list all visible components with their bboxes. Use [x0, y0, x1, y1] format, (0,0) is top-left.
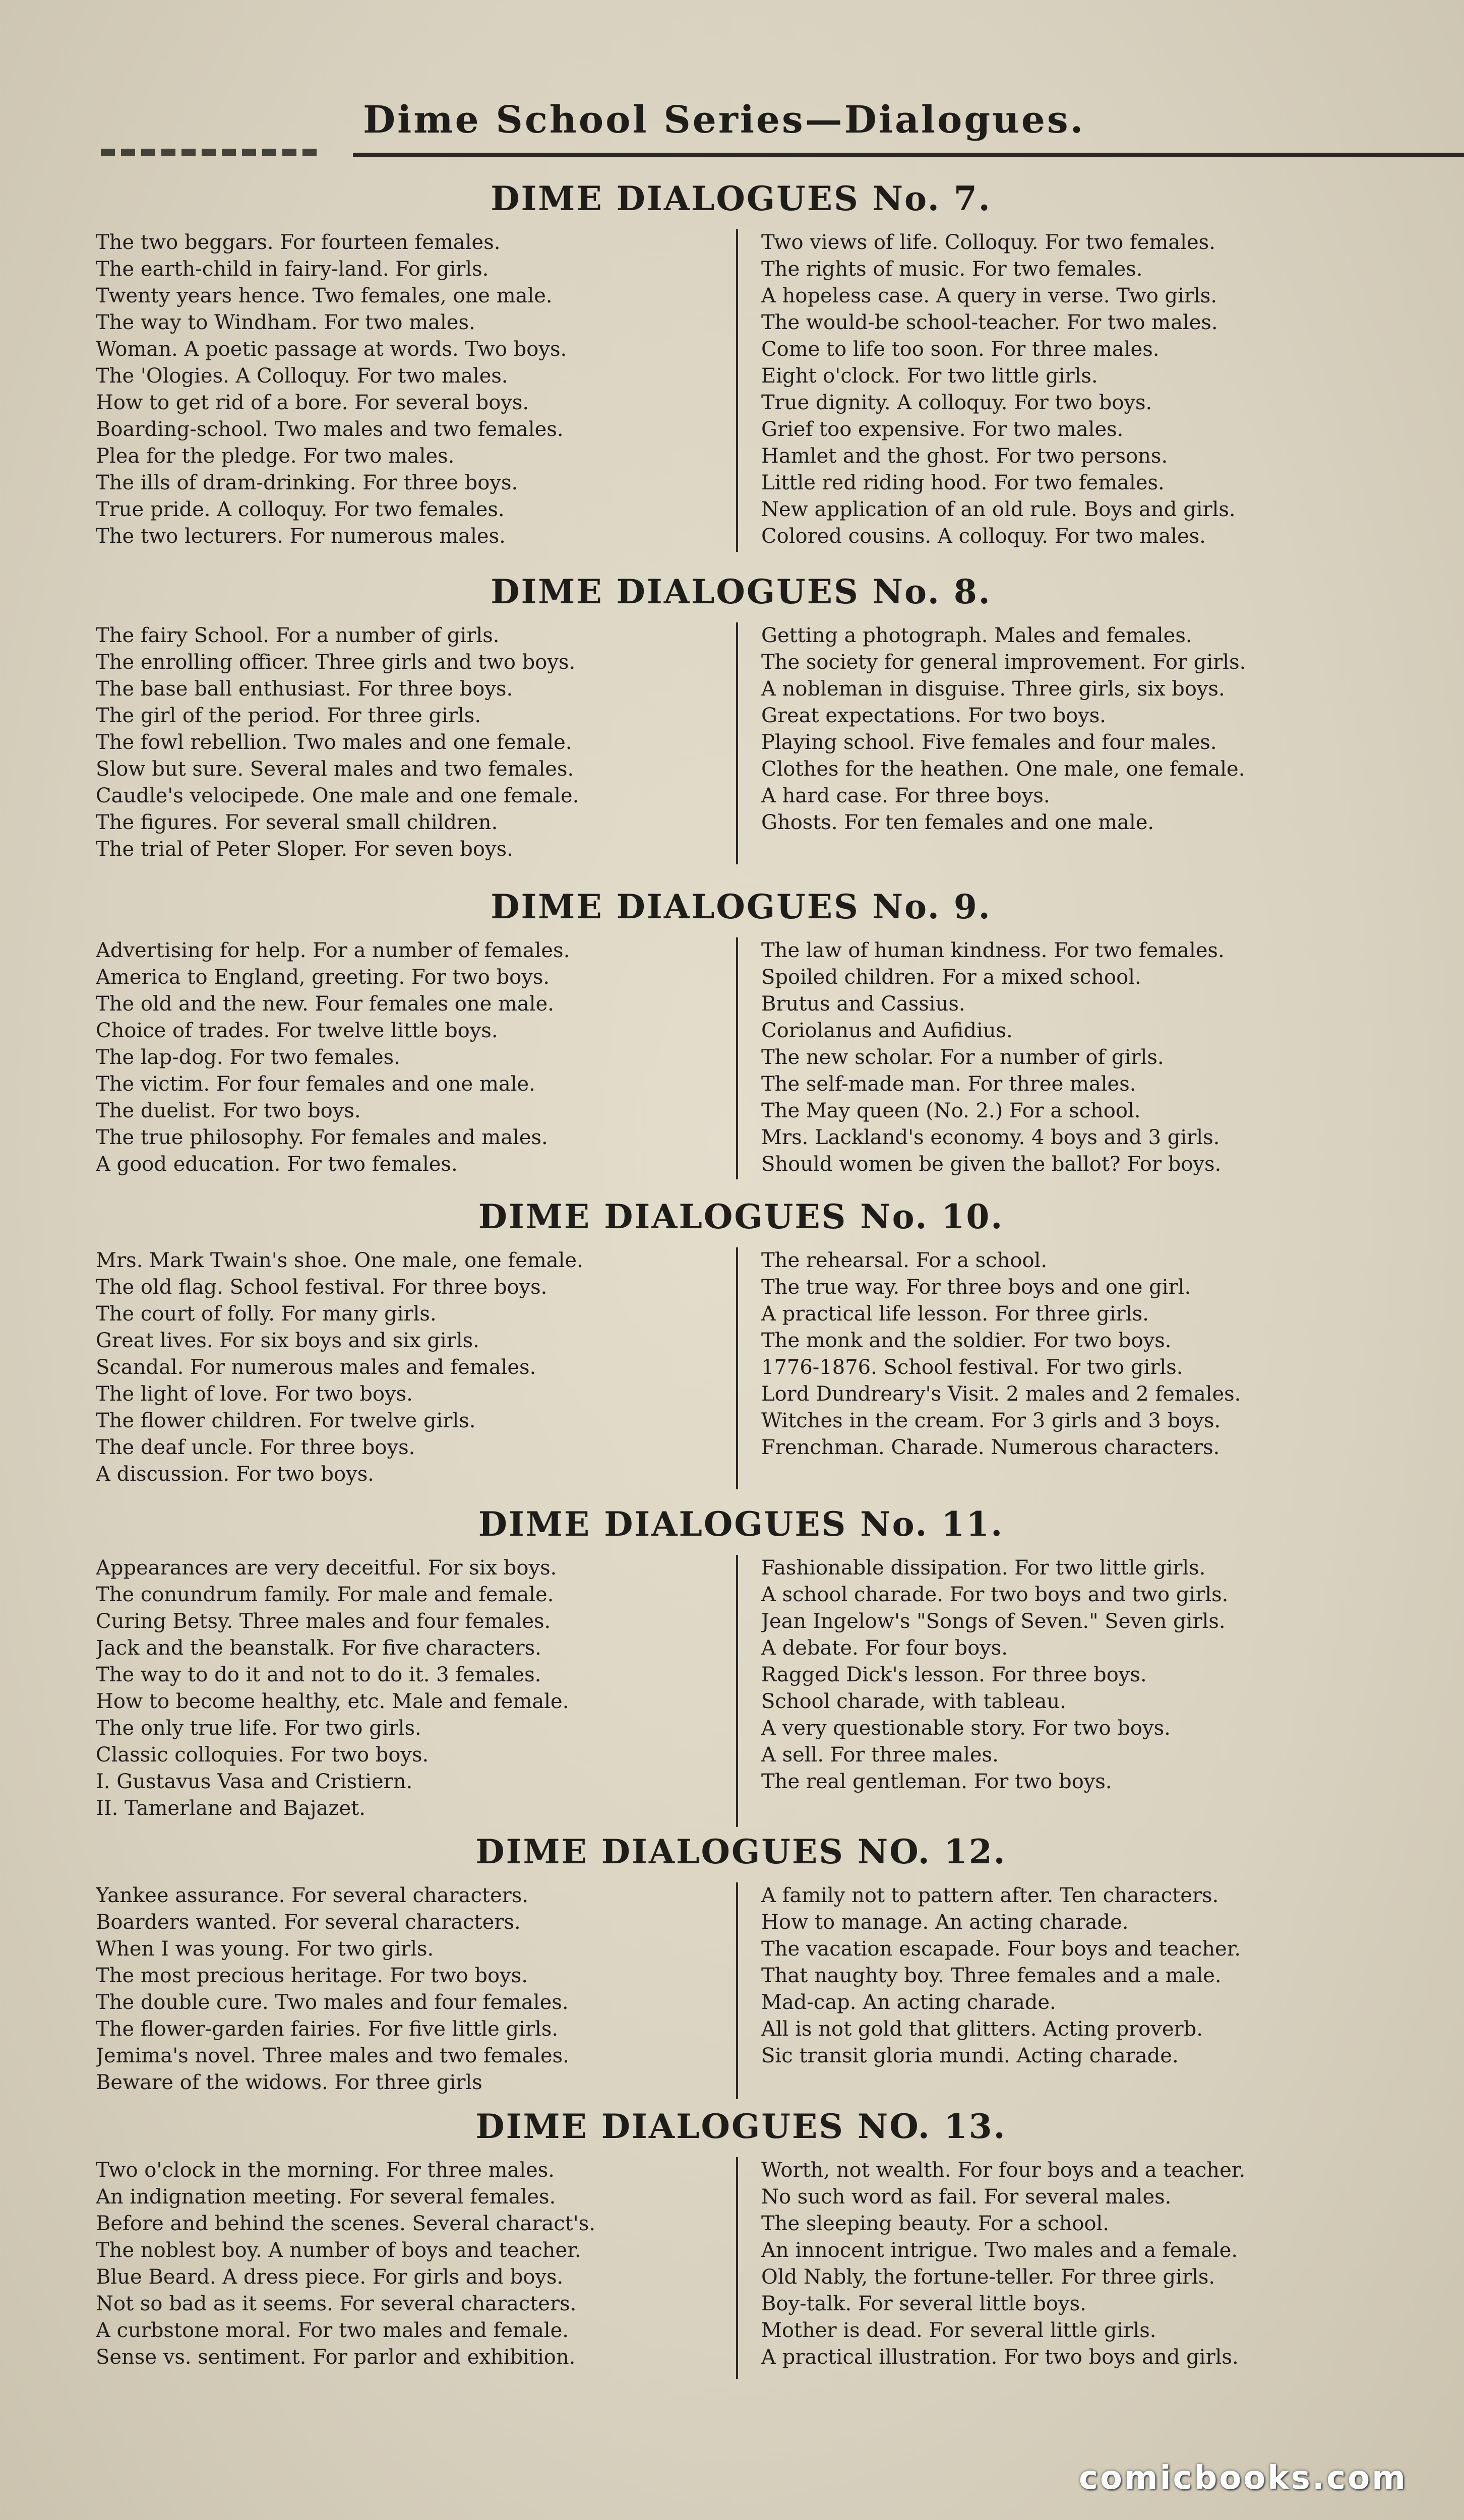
column-divider: [736, 229, 738, 552]
dialogue-entry: A sell. For three males.: [761, 1743, 999, 1767]
dialogue-entry: Jack and the beanstalk. For five characters.: [96, 1636, 541, 1660]
dialogue-entry: Boarders wanted. For several characters.: [96, 1911, 521, 1934]
dialogue-entry: Colored cousins. A colloquy. For two males.: [761, 525, 1206, 548]
dialogue-entry: New application of an old rule. Boys and girls.: [761, 498, 1236, 521]
dialogue-entry: Should women be given the ballot? For boys.: [761, 1153, 1222, 1176]
dialogue-entry: Woman. A poetic passage at words. Two boys.: [96, 338, 567, 361]
right-column: [761, 622, 1386, 836]
dialogue-entry: A school charade. For two boys and two girls.: [761, 1583, 1229, 1606]
dialogue-entry: All is not gold that glitters. Acting proverb.: [761, 2018, 1203, 2041]
dialogue-entry: Slow but sure. Several males and two females.: [96, 758, 574, 781]
dialogue-entry: A discussion. For two boys.: [96, 1463, 374, 1486]
dialogue-entry: A practical illustration. For two boys and girls.: [761, 2346, 1239, 2369]
dialogue-entry: The rights of music. For two females.: [761, 258, 1143, 281]
dialogue-entry: Appearances are very deceitful. For six boys.: [96, 1556, 557, 1580]
dialogue-entry: The real gentleman. For two boys.: [761, 1770, 1112, 1793]
dialogue-entry: The noblest boy. A number of boys and teacher.: [96, 2239, 581, 2262]
dialogue-entry: The lap-dog. For two females.: [96, 1046, 400, 1069]
dialogue-entry: Sic transit gloria mundi. Acting charade.: [761, 2044, 1179, 2067]
dialogue-entry: Clothes for the heathen. One male, one female.: [761, 758, 1245, 781]
dialogue-entry: Great expectations. For two boys.: [761, 704, 1107, 727]
dialogue-entry: Beware of the widows. For three girls: [96, 2071, 482, 2094]
dialogue-entry: Coriolanus and Aufidius.: [761, 1019, 1013, 1042]
dialogue-entry: The May queen (No. 2.) For a school.: [761, 1099, 1141, 1122]
dialogue-entry: The trial of Peter Sloper. For seven boys.: [96, 838, 513, 861]
dialogue-entry: Mrs. Lackland's economy. 4 boys and 3 girls.: [761, 1126, 1220, 1149]
dialogue-entry: The most precious heritage. For two boys.: [96, 1964, 528, 1987]
dialogue-entry: The court of folly. For many girls.: [96, 1302, 437, 1326]
section-title: DIME DIALOGUES No. 11.: [478, 1504, 1004, 1544]
dialogue-entry: That naughty boy. Three females and a male.: [761, 1964, 1222, 1987]
dialogue-entry: Ghosts. For ten females and one male.: [761, 811, 1154, 834]
dialogue-entry: The new scholar. For a number of girls.: [761, 1046, 1164, 1069]
header-rule: [353, 153, 1464, 157]
dialogue-entry: Mother is dead. For several little girls.: [761, 2319, 1156, 2342]
dialogue-entry: Worth, not wealth. For four boys and a teacher.: [761, 2159, 1246, 2182]
page-header: [101, 98, 1391, 159]
dialogue-entry: The girl of the period. For three girls.: [96, 704, 481, 727]
dialogue-entry: The law of human kindness. For two females.: [761, 939, 1225, 962]
dialogue-entry: True pride. A colloquy. For two females.: [96, 498, 505, 521]
dialogue-entry: Great lives. For six boys and six girls.: [96, 1329, 479, 1352]
section-title: DIME DIALOGUES NO. 13.: [475, 2107, 1007, 2146]
dialogue-entry: Little red riding hood. For two females.: [761, 471, 1165, 494]
dialogue-entry: Come to life too soon. For three males.: [761, 338, 1160, 361]
dialogue-entry: Blue Beard. A dress piece. For girls and boys.: [96, 2265, 564, 2289]
dialogue-entry: A family not to pattern after. Ten characters.: [761, 1884, 1219, 1907]
dialogue-entry: Yankee assurance. For several characters.: [96, 1884, 529, 1907]
dialogue-entry: A good education. For two females.: [96, 1153, 458, 1176]
right-column: [761, 1882, 1386, 2069]
dialogue-entry: Frenchman. Charade. Numerous characters.: [761, 1436, 1220, 1459]
dialogue-entry: A very questionable story. For two boys.: [761, 1717, 1171, 1740]
section-title: DIME DIALOGUES No. 7.: [491, 179, 992, 218]
right-column: [761, 1555, 1386, 1795]
right-column: [761, 229, 1386, 550]
dialogue-entry: The true philosophy. For females and males.: [96, 1126, 548, 1149]
dialogue-entry: Jemima's novel. Three males and two females.: [96, 2044, 569, 2067]
dialogue-entry: The flower-garden fairies. For five little girls.: [96, 2018, 559, 2041]
right-column: [761, 937, 1386, 1178]
dialogue-entry: Boy-talk. For several little boys.: [761, 2292, 1086, 2315]
dialogue-entry: The base ball enthusiast. For three boys.: [96, 677, 513, 701]
left-column: [96, 622, 713, 863]
dialogue-entry: True dignity. A colloquy. For two boys.: [761, 391, 1152, 414]
dialogue-entry: The fowl rebellion. Two males and one female.: [96, 731, 572, 754]
dialogue-entry: Eight o'clock. For two little girls.: [761, 364, 1098, 388]
dialogue-entry: Twenty years hence. Two females, one male.: [96, 284, 553, 307]
section-title: DIME DIALOGUES No. 9.: [491, 887, 992, 926]
dialogue-entry: An indignation meeting. For several females.: [96, 2185, 556, 2209]
dialogue-entry: The 'Ologies. A Colloquy. For two males.: [96, 364, 508, 388]
section-title: DIME DIALOGUES No. 8.: [491, 572, 992, 611]
dialogue-entry: The deaf uncle. For three boys.: [96, 1436, 415, 1459]
dialogue-entry: The flower children. For twelve girls.: [96, 1409, 476, 1432]
dialogue-entry: The sleeping beauty. For a school.: [761, 2212, 1110, 2235]
dialogue-entry: Grief too expensive. For two males.: [761, 418, 1124, 441]
dialogue-entry: The rehearsal. For a school.: [761, 1249, 1048, 1272]
dialogue-entry: I. Gustavus Vasa and Cristiern.: [96, 1770, 413, 1793]
dialogue-entry: How to get rid of a bore. For several boys.: [96, 391, 529, 414]
dialogue-entry: Choice of trades. For twelve little boys.: [96, 1019, 498, 1042]
left-column: [96, 1555, 713, 1822]
right-column: [761, 1247, 1386, 1461]
left-column: [96, 1882, 713, 2096]
dialogue-entry: A hard case. For three boys.: [761, 784, 1050, 807]
dialogue-entry: Boarding-school. Two males and two females.: [96, 418, 564, 441]
dialogue-entry: Classic colloquies. For two boys.: [96, 1743, 429, 1767]
dialogue-entry: The light of love. For two boys.: [96, 1382, 413, 1406]
dialogue-entry: Lord Dundreary's Visit. 2 males and 2 females.: [761, 1382, 1241, 1406]
dialogue-entry: A practical life lesson. For three girls.: [761, 1302, 1149, 1326]
dialogue-entry: Getting a photograph. Males and females.: [761, 624, 1192, 647]
dialogue-entry: When I was young. For two girls.: [96, 1937, 434, 1961]
dialogue-entry: The old and the new. Four females one male.: [96, 992, 554, 1016]
right-column: [761, 2157, 1386, 2371]
dialogue-entry: The way to Windham. For two males.: [96, 311, 475, 334]
left-column: [96, 937, 713, 1178]
dialogue-entry: Mad-cap. An acting charade.: [761, 1991, 1056, 2014]
dialogue-entry: A hopeless case. A query in verse. Two girls.: [761, 284, 1217, 307]
column-divider: [736, 1555, 738, 1827]
left-column: [96, 1247, 713, 1488]
dialogue-entry: Curing Betsy. Three males and four females.: [96, 1610, 551, 1633]
dialogue-entry: Jean Ingelow's "Songs of Seven." Seven girls.: [761, 1610, 1226, 1633]
column-divider: [736, 1247, 738, 1489]
dialogue-entry: 1776-1876. School festival. For two girls.: [761, 1356, 1183, 1379]
dialogue-entry: Not so bad as it seems. For several characters.: [96, 2292, 577, 2315]
dialogue-entry: The figures. For several small children.: [96, 811, 498, 834]
dialogue-entry: Witches in the cream. For 3 girls and 3 boys.: [761, 1409, 1221, 1432]
column-divider: [736, 622, 738, 864]
dialogue-entry: How to become healthy, etc. Male and female.: [96, 1690, 569, 1713]
dialogue-entry: The two lecturers. For numerous males.: [96, 525, 506, 548]
left-column: [96, 2157, 713, 2371]
dialogue-entry: The duelist. For two boys.: [96, 1099, 361, 1122]
dialogue-entry: The double cure. Two males and four females.: [96, 1991, 569, 2014]
column-divider: [736, 2157, 738, 2379]
dialogue-entry: Brutus and Cassius.: [761, 992, 965, 1016]
dialogue-entry: Caudle's velocipede. One male and one female.: [96, 784, 579, 807]
dialogue-entry: An innocent intrigue. Two males and a female.: [761, 2239, 1238, 2262]
column-divider: [736, 937, 738, 1179]
dialogue-entry: The conundrum family. For male and female.: [96, 1583, 554, 1606]
dialogue-entry: The would-be school-teacher. For two males.: [761, 311, 1218, 334]
dialogue-entry: Advertising for help. For a number of females.: [96, 939, 570, 962]
dialogue-entry: A debate. For four boys.: [761, 1636, 1008, 1660]
dialogue-entry: Old Nably, the fortune-teller. For three girls.: [761, 2265, 1215, 2289]
ornament-rule: [101, 149, 323, 156]
dialogue-entry: The old flag. School festival. For three boys.: [96, 1276, 547, 1299]
dialogue-entry: The only true life. For two girls.: [96, 1717, 421, 1740]
dialogue-entry: The monk and the soldier. For two boys.: [761, 1329, 1172, 1352]
dialogue-entry: The victim. For four females and one male.: [96, 1073, 535, 1096]
dialogue-entry: Two views of life. Colloquy. For two females.: [761, 231, 1215, 254]
dialogue-entry: The earth-child in fairy-land. For girls.: [96, 258, 489, 281]
dialogue-entry: The way to do it and not to do it. 3 females.: [96, 1663, 541, 1686]
dialogue-entry: Playing school. Five females and four males.: [761, 731, 1217, 754]
dialogue-entry: The true way. For three boys and one girl.: [761, 1276, 1191, 1299]
dialogue-entry: The self-made man. For three males.: [761, 1073, 1136, 1096]
dialogue-entry: Hamlet and the ghost. For two persons.: [761, 445, 1168, 468]
dialogue-entry: The ills of dram-drinking. For three boys.: [96, 471, 518, 494]
dialogue-entry: The society for general improvement. For girls.: [761, 651, 1246, 674]
column-divider: [736, 1882, 738, 2099]
dialogue-entry: The vacation escapade. Four boys and teacher.: [761, 1937, 1241, 1961]
dialogue-entry: School charade, with tableau.: [761, 1690, 1066, 1713]
dialogue-entry: Spoiled children. For a mixed school.: [761, 966, 1141, 989]
dialogue-entry: Scandal. For numerous males and females.: [96, 1356, 536, 1379]
dialogue-entry: Plea for the pledge. For two males.: [96, 445, 455, 468]
dialogue-entry: Two o'clock in the morning. For three males.: [96, 2159, 555, 2182]
dialogue-entry: A curbstone moral. For two males and female.: [96, 2319, 569, 2342]
site-watermark: comicbooks.com: [1079, 2460, 1408, 2497]
dialogue-entry: No such word as fail. For several males.: [761, 2185, 1172, 2209]
section-title: DIME DIALOGUES NO. 12.: [475, 1832, 1007, 1871]
dialogue-entry: Fashionable dissipation. For two little girls.: [761, 1556, 1206, 1580]
dialogue-entry: Sense vs. sentiment. For parlor and exhibition.: [96, 2346, 576, 2369]
dialogue-entry: How to manage. An acting charade.: [761, 1911, 1129, 1934]
dialogue-entry: America to England, greeting. For two boys.: [96, 966, 550, 989]
dialogue-entry: Ragged Dick's lesson. For three boys.: [761, 1663, 1147, 1686]
left-column: [96, 229, 713, 550]
dialogue-entry: Mrs. Mark Twain's shoe. One male, one female.: [96, 1249, 583, 1272]
dialogue-entry: The two beggars. For fourteen females.: [96, 231, 501, 254]
section-title: DIME DIALOGUES No. 10.: [478, 1197, 1004, 1236]
dialogue-entry: The enrolling officer. Three girls and two boys.: [96, 651, 576, 674]
dialogue-entry: A nobleman in disguise. Three girls, six boys.: [761, 677, 1225, 701]
dialogue-entry: The fairy School. For a number of girls.: [96, 624, 500, 647]
dialogue-entry: II. Tamerlane and Bajazet.: [96, 1797, 365, 1820]
dialogue-entry: Before and behind the scenes. Several charact's.: [96, 2212, 596, 2235]
page-title: Dime School Series—Dialogues.: [363, 98, 1085, 142]
